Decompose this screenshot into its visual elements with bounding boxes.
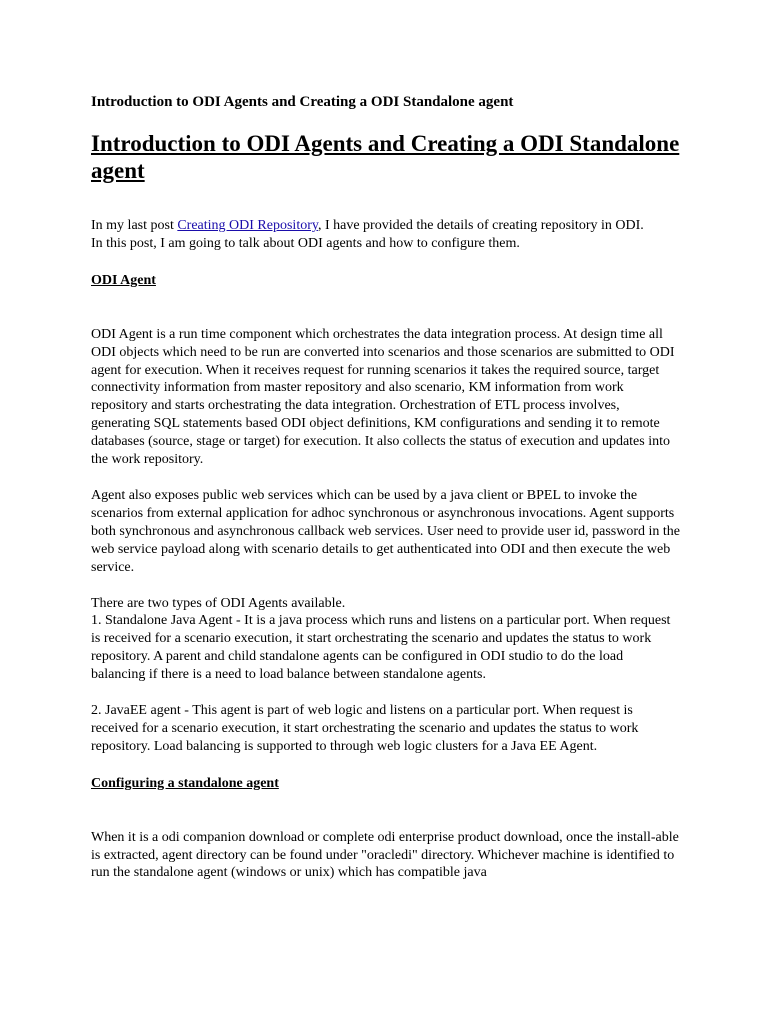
document-main-heading: Introduction to ODI Agents and Creating a ODI Standalone agent <box>91 131 680 183</box>
configuring-standalone-agent-heading: Configuring a standalone agent <box>91 775 279 791</box>
agent-type-standalone: 1. Standalone Java Agent - It is a java process which runs and listens on a particular port. When request is received for a scenario execution, it start orchestrating the scenario and updates the status to work repository. A parent and child standalone agents can be configured in ODI studio to do the load balancing if there is a need to load balance between standalone agents. <box>91 613 671 683</box>
document-small-title: Introduction to ODI Agents and Creating a ODI Standalone agent <box>91 94 514 110</box>
intro-line-2: In this post, I am going to talk about ODI agents and how to configure them. <box>91 235 520 251</box>
agent-type-javaee: 2. JavaEE agent - This agent is part of web logic and listens on a particular port. When request is received for a scenario execution, it start orchestrating the scenario and updates the status to work repository. Load balancing is supported to through web logic clusters for a Java EE Agent. <box>91 703 639 754</box>
intro-paragraph <box>91 217 681 235</box>
agent-types-block <box>91 595 681 685</box>
configuring-paragraph-1: When it is a odi companion download or complete odi enterprise product download, once the install-able is extracted, agent directory can be found under "oracledi" directory. Whichever machine is identified to run the standalone agent (windows or unix) which has compatible java <box>91 829 679 881</box>
creating-odi-repository-link[interactable]: Creating ODI Repository <box>177 218 318 233</box>
intro-block <box>91 217 681 253</box>
odi-agent-heading: ODI Agent <box>91 272 156 288</box>
intro-text-after-link: , I have provided the details of creating repository in ODI. <box>317 218 644 233</box>
odi-agent-paragraph-2: Agent also exposes public web services which can be used by a java client or BPEL to invoke the scenarios from external application for adhoc synchronous or asynchronous invocations. Agent supports both synchronous and asynchronous callback web services. User need to provide user id, password in the web service payload along with scenario details to get authenticated into ODI and then execute the web service. <box>91 487 681 575</box>
document-page <box>91 93 681 882</box>
odi-agent-paragraph-1: ODI Agent is a run time component which orchestrates the data integration process. At design time all ODI objects which need to be run are converted into scenarios and those scenarios are submitted to ODI agent for execution. When it receives request for running scenarios it takes the required source, target connectivity information from master repository and also scenario, KM information from work repository and starts orchestrating the data integration. Orchestration of ETL process involves, generating SQL statements based ODI object definitions, KM configurations and sending it to remote databases (source, stage or target) for execution. It also collects the status of execution and updates into the work repository. <box>91 326 675 468</box>
intro-text-before-link: In my last post <box>91 218 178 233</box>
agent-types-intro: There are two types of ODI Agents available. <box>91 595 346 611</box>
